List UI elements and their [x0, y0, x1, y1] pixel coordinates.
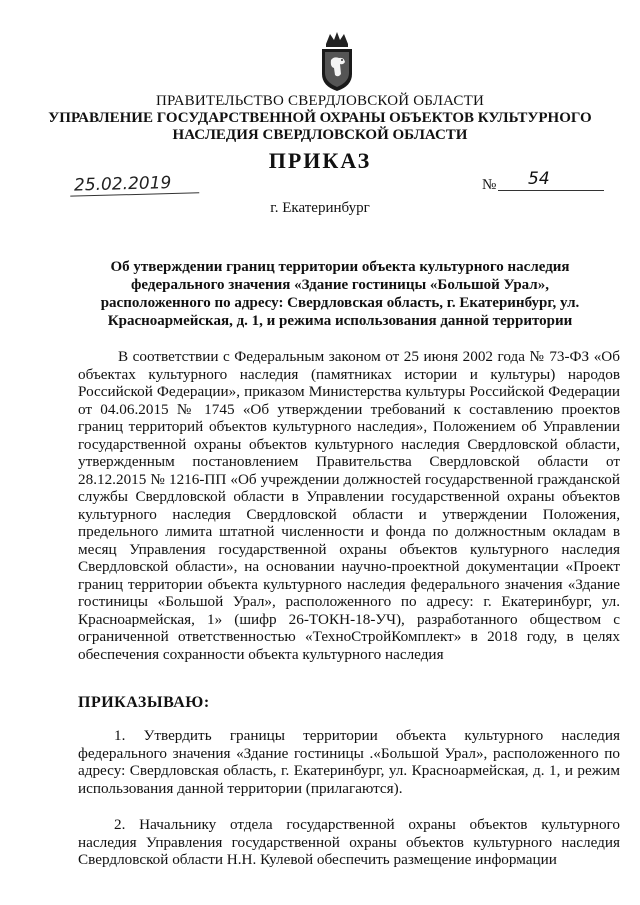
order-date: 25.02.2019	[70, 172, 200, 196]
order-number-label: №	[482, 177, 497, 193]
city: г. Екатеринбург	[270, 200, 370, 216]
order-item-2: 2. Начальнику отдела государственной охраны объектов культурного наследия Управления государственной охраны объектов культурного наследия Свердловской области Н.Н. Кулевой обеспечить размещение информации	[78, 816, 620, 868]
order-item-1: 1. Утвердить границы территории объекта культурного наследия федерального значения «Здание гостиницы .«Большой Урал», расположенного по адресу: Свердловская область, г. Екатеринбург, ул. Красноармейская, д. 1, и режим использования данной территории (прилагаются).	[78, 727, 620, 797]
coat-of-arms-icon	[318, 30, 356, 92]
order-subject: Об утверждении границ территории объекта культурного наследия федерального значения «Здание гостиницы «Большой Урал», расположенного по адресу: Свердловская область, г. Екатеринбург, ул. Красноармейская, д. 1, и режима использования данной территории	[100, 259, 580, 329]
order-number: 54	[498, 168, 604, 191]
department-name: УПРАВЛЕНИЕ ГОСУДАРСТВЕННОЙ ОХРАНЫ ОБЪЕКТОВ КУЛЬТУРНОГО НАСЛЕДИЯ СВЕРДЛОВСКОЙ ОБЛАСТИ	[48, 110, 592, 143]
page-title: ПРИКАЗ	[268, 148, 372, 173]
preamble-paragraph: В соответствии с Федеральным законом от 25 июня 2002 года № 73-ФЗ «Об объектах культурного наследия (памятниках истории и культуры) народов Российской Федерации», приказом Министерства культуры Российской Федерации от 04.06.2015 № 1745 «Об утверждении требований к составлению проектов границ территорий объектов культурного наследия», Положением об Управлении государственной охраны объектов культурного наследия Свердловской области, утвержденным постановлением Правительства Свердловской области от 28.12.2015 № 1216-ПП «Об учреждении должностей государственной гражданской службы Свердловской области в Управлении государственной охраны объектов культурного наследия Свердловской области и утверждении Положения, предельного лимита штатной численности и фонда по должностным окладам в месяц Управления государственной охраны объектов культурного наследия Свердловской области», на основании научно-проектной документации «Проект границ территории объекта культурного наследия федерального значения «Здание гостиницы «Большой Урал», расположенного по адресу: г. Екатеринбург, ул. Красноармейская, 1» (шифр 26-ТОКН-18-УЧ), разработанного обществом с ограниченной ответственностью «ТехноСтройКомплект» в 2018 году, в целях обеспечения сохранности объекта культурного наследия	[78, 348, 620, 663]
government-name: ПРАВИТЕЛЬСТВО СВЕРДЛОВСКОЙ ОБЛАСТИ	[155, 93, 485, 109]
decree-heading: ПРИКАЗЫВАЮ:	[78, 694, 210, 711]
